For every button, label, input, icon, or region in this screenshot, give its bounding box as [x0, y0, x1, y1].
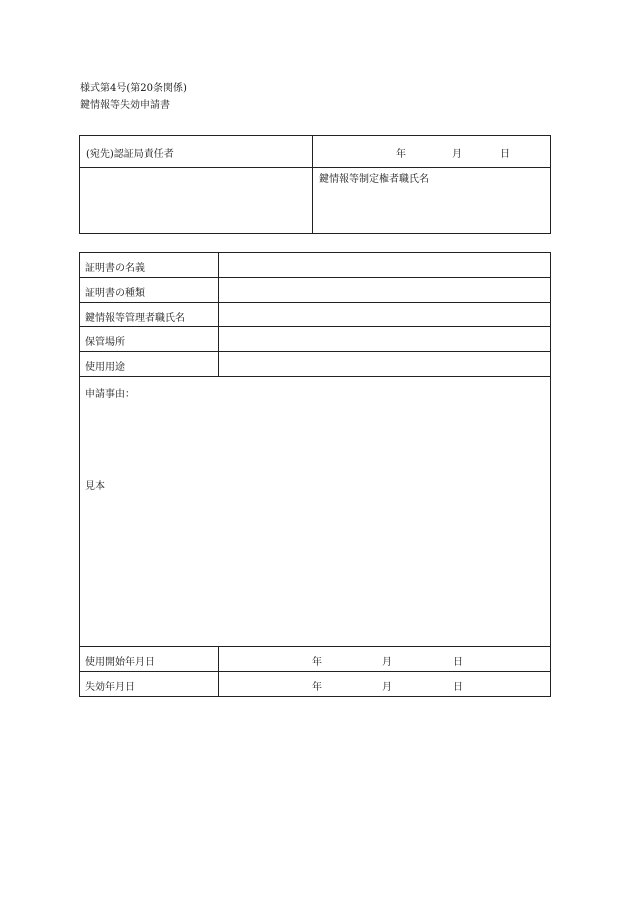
form-title: 鍵情報等失効申請書 [80, 100, 170, 111]
table-row [80, 253, 550, 278]
day-label: 日 [500, 149, 510, 160]
reason-label: 申請事由： [85, 389, 135, 400]
applicant-name-label: 鍵情報等制定権者職氏名 [319, 174, 429, 185]
cell-divider [218, 352, 219, 376]
year-label: 年 [312, 682, 322, 693]
month-label: 月 [452, 149, 462, 160]
day-label: 日 [453, 657, 463, 668]
cell-divider [218, 327, 219, 351]
row-label: 証明書の種類 [85, 288, 145, 299]
sample-watermark: 見本 [85, 481, 105, 492]
month-label: 月 [382, 657, 392, 668]
application-date [312, 145, 550, 159]
table-row [80, 672, 550, 696]
row-label: 使用開始年月日 [85, 657, 155, 668]
cell-divider [218, 303, 219, 326]
document-header [80, 80, 187, 114]
table-row [80, 327, 550, 352]
application-table [79, 252, 551, 697]
row-label: 使用用途 [85, 362, 125, 373]
cell-divider [218, 253, 219, 277]
table-row [80, 303, 550, 327]
row-label: 証明書の名義 [85, 263, 145, 274]
cell-divider [218, 647, 219, 671]
cell-divider [218, 278, 219, 302]
year-label: 年 [312, 657, 322, 668]
table-row [80, 278, 550, 303]
year-label: 年 [396, 149, 406, 160]
table-row [80, 647, 550, 672]
month-label: 月 [382, 682, 392, 693]
day-label: 日 [453, 682, 463, 693]
recipient-box [79, 135, 551, 234]
reason-section [80, 377, 550, 647]
cell-divider [218, 672, 219, 696]
table-row [80, 352, 550, 377]
row-divider [80, 167, 550, 168]
row-label: 失効年月日 [85, 682, 135, 693]
row-label: 鍵情報等管理者職氏名 [85, 313, 185, 324]
recipient-label: (宛先)認証局責任者 [86, 149, 174, 160]
row-label: 保管場所 [85, 337, 125, 348]
form-number: 様式第4号(第20条関係) [80, 83, 187, 94]
